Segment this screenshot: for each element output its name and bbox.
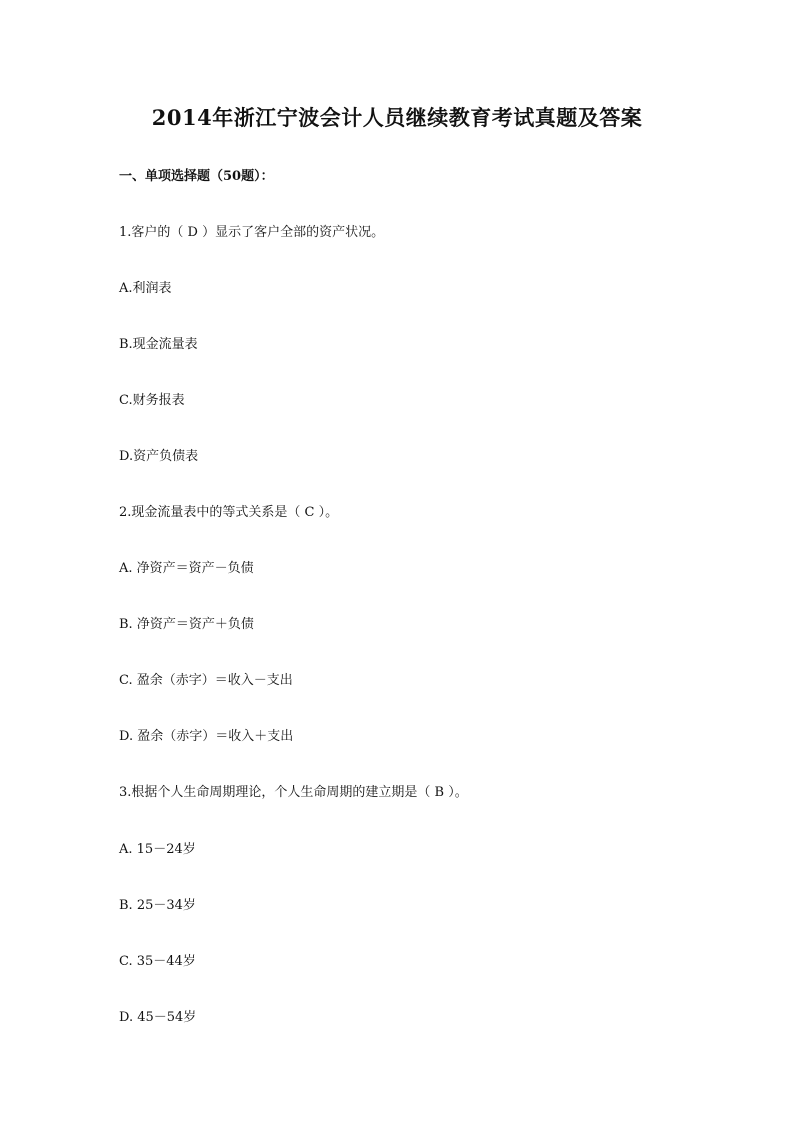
- question-1-option-d: D.资产负债表: [119, 449, 199, 464]
- question-3-option-c: C. 35－44岁: [119, 954, 196, 969]
- question-2-option-c: C. 盈余（赤字）＝收入－支出: [119, 673, 293, 688]
- document-title: 2014年浙江宁波会计人员继续教育考试真题及答案: [151, 105, 643, 130]
- section-heading: 一、单项选择题（50题）：: [119, 169, 274, 184]
- question-3-stem: 3.根据个人生命周期理论，个人生命周期的建立期是（ B ）。: [119, 785, 468, 800]
- question-2-option-b: B. 净资产＝资产＋负债: [119, 617, 254, 632]
- question-2-option-d: D. 盈余（赤字）＝收入＋支出: [119, 729, 294, 744]
- question-3-option-d: D. 45－54岁: [119, 1010, 197, 1025]
- question-1-stem: 1.客户的（ D ）显示了客户全部的资产状况。: [119, 225, 385, 240]
- question-2-stem: 2.现金流量表中的等式关系是（ C ）。: [119, 505, 339, 520]
- question-1-option-c: C.财务报表: [119, 393, 185, 408]
- question-2-option-a: A. 净资产＝资产－负债: [119, 561, 254, 576]
- question-3-option-a: A. 15－24岁: [119, 842, 196, 857]
- question-3-option-b: B. 25－34岁: [119, 898, 196, 913]
- question-1-option-b: B.现金流量表: [119, 337, 198, 352]
- question-1-option-a: A.利润表: [119, 281, 172, 296]
